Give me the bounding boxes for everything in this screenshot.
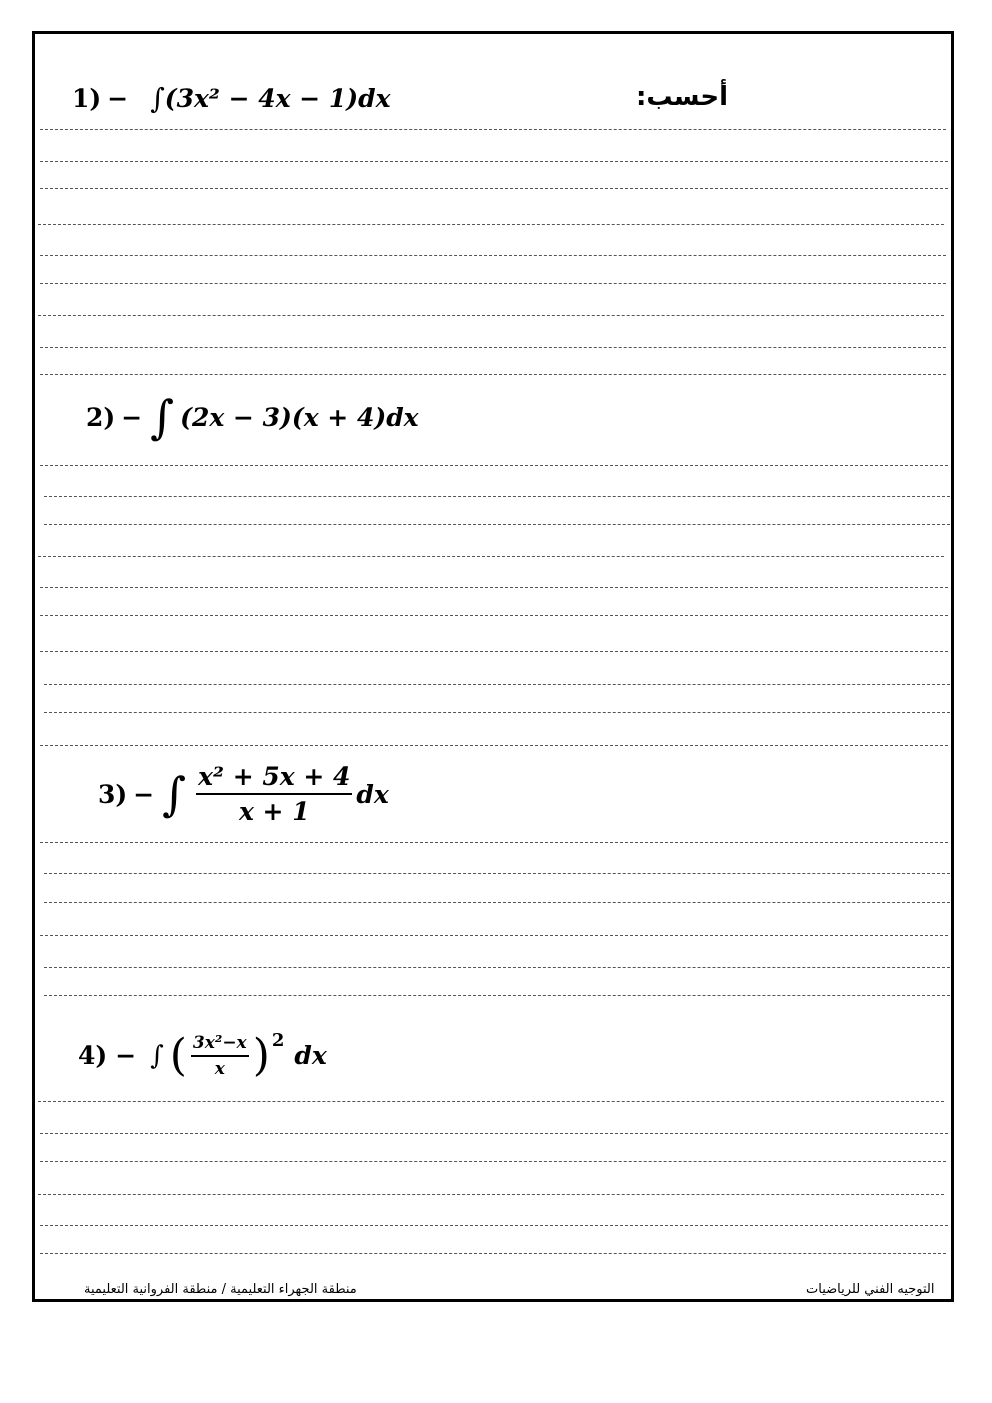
integral-sign: ∫ — [150, 390, 175, 444]
answer-line — [40, 1225, 948, 1226]
answer-line — [38, 224, 944, 225]
fraction-numerator: x² + 5x + 4 — [196, 762, 352, 795]
answer-line — [44, 524, 950, 525]
answer-line — [38, 1194, 944, 1195]
answer-line — [44, 684, 950, 685]
answer-line — [40, 745, 948, 746]
problem-number: 4) — [78, 1041, 108, 1070]
integral-sign: ∫ — [150, 1040, 164, 1071]
fraction-denominator: x + 1 — [238, 797, 310, 826]
problem-1 — [72, 82, 390, 115]
answer-line — [40, 587, 948, 588]
footer-left: منطقة الجهراء التعليمية / منطقة الفروانية التعليمية — [84, 1282, 357, 1297]
problem-dash: − — [133, 779, 155, 809]
instruction-label: أحسب: — [636, 82, 729, 112]
answer-line — [40, 374, 946, 375]
answer-line — [40, 188, 948, 189]
problem-number: 2) — [86, 402, 116, 432]
answer-line — [40, 283, 946, 284]
answer-line — [40, 1253, 946, 1254]
differential: dx — [358, 84, 391, 113]
answer-line — [44, 712, 950, 713]
differential: dx — [356, 779, 389, 809]
answer-line — [40, 465, 948, 466]
answer-line — [44, 496, 950, 497]
problem-number: 3) — [98, 779, 128, 809]
left-paren: ( — [169, 1030, 187, 1081]
answer-line — [40, 615, 948, 616]
answer-line — [44, 967, 950, 968]
integral-sign: ∫ — [162, 767, 187, 821]
answer-line — [40, 1133, 948, 1134]
exponent: 2 — [271, 1030, 285, 1051]
integrand: (2x − 3)(x + 4) — [180, 402, 387, 432]
answer-line — [38, 315, 944, 316]
answer-line — [40, 161, 948, 162]
answer-line — [40, 129, 946, 130]
fraction-denominator: x — [214, 1058, 225, 1079]
answer-line — [44, 902, 950, 903]
answer-line — [38, 556, 944, 557]
integrand: (3x² − 4x − 1) — [164, 84, 359, 113]
answer-line — [44, 995, 950, 996]
page-frame — [32, 31, 954, 1302]
answer-line — [38, 1101, 944, 1102]
footer-right: التوجيه الفني للرياضيات — [806, 1282, 935, 1297]
right-paren: ) — [252, 1030, 270, 1081]
integral-sign: ∫ — [150, 82, 165, 115]
differential: dx — [294, 1041, 327, 1070]
answer-line — [40, 842, 948, 843]
problem-4 — [78, 1030, 327, 1081]
problem-3 — [98, 762, 389, 826]
answer-line — [40, 1161, 946, 1162]
answer-line — [40, 255, 946, 256]
fraction — [191, 1033, 249, 1079]
fraction-numerator: 3x²−x — [191, 1033, 249, 1057]
problem-2 — [86, 390, 419, 444]
problem-dash: − — [121, 402, 143, 432]
problem-dash: − — [115, 1041, 137, 1070]
answer-line — [40, 935, 948, 936]
problem-dash: − — [107, 84, 129, 113]
problem-number: 1) — [72, 84, 102, 113]
answer-line — [44, 873, 950, 874]
answer-line — [40, 347, 946, 348]
fraction — [196, 762, 352, 826]
differential: dx — [386, 402, 419, 432]
answer-line — [40, 651, 948, 652]
